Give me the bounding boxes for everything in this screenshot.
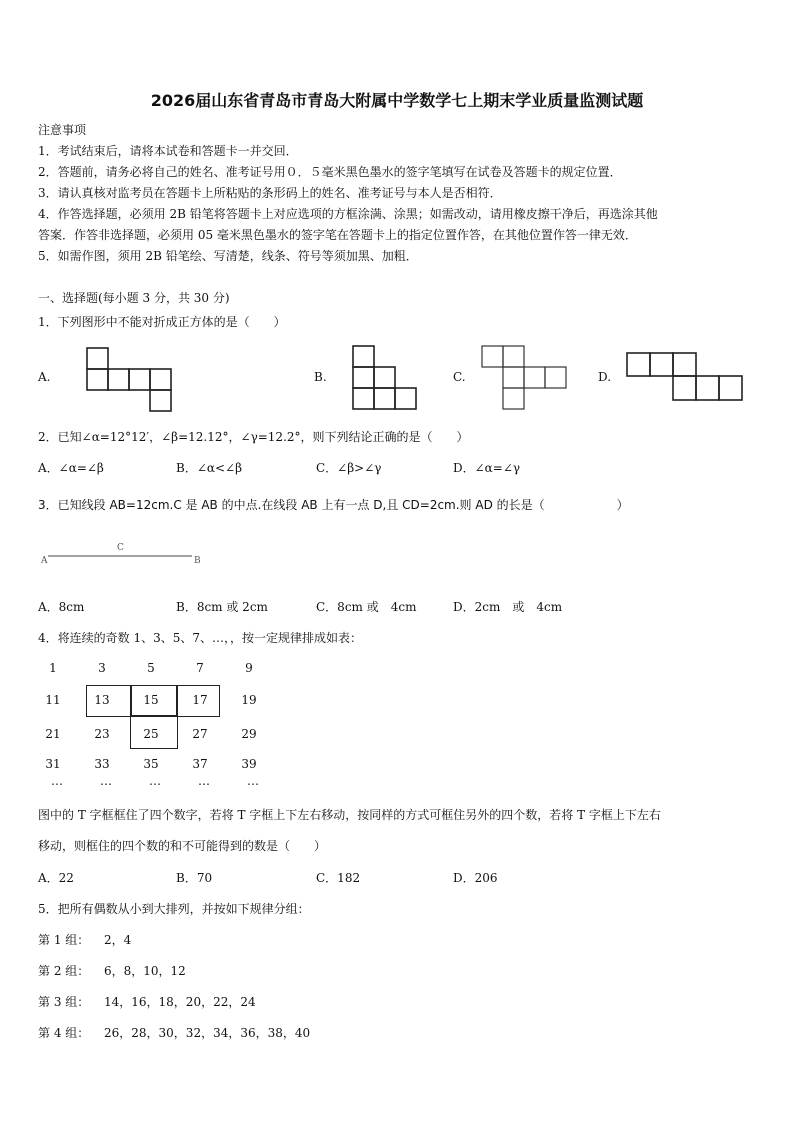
notice-item-3: 3．请认真核对监考员在答题卡上所粘贴的条形码上的姓名、准考证号与本人是否相符． bbox=[38, 186, 502, 200]
q3-stem: 3．已知线段 AB=12cm.C 是 AB 的中点.在线段 AB 上有一点 D,且 CD=2cm.则 AD 的长是（ ） bbox=[38, 498, 629, 512]
notice-item-5: 5．如需作图，须用 2B 铅笔绘、写清楚，线条、符号等须加黑、加粗． bbox=[38, 249, 418, 263]
table-cell: 17 bbox=[192, 693, 208, 707]
table-cell: 21 bbox=[45, 727, 61, 741]
q1-stem: 1．下列图形中不能对折成正方体的是（ ） bbox=[38, 315, 286, 329]
table-cell: 13 bbox=[94, 693, 110, 707]
q5-group-4-label: 第 4 组： bbox=[38, 1026, 90, 1040]
q5-group-1-values: 2，4 bbox=[104, 933, 132, 947]
page-title: 2026届山东省青岛市青岛大附属中学数学七上期末学业质量监测试题 bbox=[150, 91, 644, 110]
table-cell: 31 bbox=[45, 757, 61, 771]
table-cell: 9 bbox=[245, 661, 253, 675]
table-cell: 35 bbox=[143, 757, 159, 771]
q4-description-1: 图中的 T 字框框住了四个数字，若将 T 字框上下左右移动，按同样的方式可框住另外的四个数，若将 T 字框上下左右 bbox=[38, 808, 661, 822]
q3-option-d: D．2cm 或 4cm bbox=[453, 600, 563, 614]
q5-group-2-label: 第 2 组： bbox=[38, 964, 90, 978]
q3-point-c-label: C bbox=[117, 543, 124, 553]
table-cell: … bbox=[149, 774, 161, 788]
q4-description-2: 移动，则框住的四个数的和不可能得到的数是（ ） bbox=[38, 839, 327, 853]
table-cell: … bbox=[100, 774, 112, 788]
table-cell: 23 bbox=[94, 727, 110, 741]
table-cell: 5 bbox=[147, 661, 155, 675]
q5-group-1-label: 第 1 组： bbox=[38, 933, 90, 947]
q1-option-a-label: A. bbox=[38, 370, 51, 384]
q3-option-c: C．8cm 或 4cm bbox=[316, 600, 417, 614]
q3-point-b-label: B bbox=[194, 556, 201, 566]
table-cell: 25 bbox=[143, 727, 159, 741]
q2-option-b: B．∠α<∠β bbox=[176, 461, 243, 475]
table-cell: 7 bbox=[196, 661, 204, 675]
table-cell: 15 bbox=[143, 693, 159, 707]
table-cell: 37 bbox=[192, 757, 208, 771]
q2-option-c: C．∠β>∠γ bbox=[316, 461, 382, 475]
q2-option-d: D．∠α=∠γ bbox=[453, 461, 521, 475]
table-cell: 1 bbox=[49, 661, 57, 675]
table-cell: 19 bbox=[241, 693, 257, 707]
q4-option-c: C．182 bbox=[316, 871, 361, 885]
q5-group-2-values: 6，8，10，12 bbox=[104, 964, 186, 978]
q1-figure-b bbox=[352, 345, 418, 411]
q2-option-a: A．∠α=∠β bbox=[38, 461, 104, 475]
q3-option-b: B．8cm 或 2cm bbox=[176, 600, 268, 614]
notice-heading: 注意事项 bbox=[38, 123, 87, 137]
section-heading: 一、选择题(每小题 3 分，共 30 分) bbox=[38, 291, 230, 305]
notice-item-1: 1．考试结束后，请将本试卷和答题卡一并交回． bbox=[38, 144, 298, 158]
table-cell: … bbox=[198, 774, 210, 788]
q1-figure-a bbox=[86, 347, 176, 413]
table-cell: 27 bbox=[192, 727, 208, 741]
notice-item-4: 4．作答选择题，必须用 2B 铅笔将答题卡上对应选项的方框涂满、涂黑；如需改动，请用橡皮擦干净后，再选涂其他 bbox=[38, 207, 658, 221]
q1-option-c-label: C. bbox=[453, 370, 466, 384]
q3-point-a-label: A bbox=[41, 556, 48, 566]
q3-segment-diagram bbox=[40, 542, 210, 572]
q4-stem: 4．将连续的奇数 1、3、5、7、…，，按一定规律排成如表： bbox=[38, 631, 362, 645]
q4-option-a: A．22 bbox=[38, 871, 74, 885]
q5-stem: 5．把所有偶数从小到大排列，并按如下规律分组： bbox=[38, 902, 310, 916]
table-cell: … bbox=[51, 774, 63, 788]
notice-item-2: 2．答题前，请务必将自己的姓名、准考证号用０．５毫米黑色墨水的签字笔填写在试卷及答题卡的规定位置． bbox=[38, 165, 622, 179]
table-cell: 33 bbox=[94, 757, 110, 771]
q5-group-3-values: 14，16，18，20，22，24 bbox=[104, 995, 256, 1009]
table-cell: 3 bbox=[98, 661, 106, 675]
q3-option-a: A．8cm bbox=[38, 600, 85, 614]
q1-option-b-label: B. bbox=[314, 370, 327, 384]
table-cell: 11 bbox=[45, 693, 61, 707]
q4-option-d: D．206 bbox=[453, 871, 498, 885]
table-cell: 29 bbox=[241, 727, 257, 741]
q1-figure-d bbox=[626, 352, 746, 404]
table-cell: … bbox=[247, 774, 259, 788]
q1-option-d-label: D. bbox=[598, 370, 612, 384]
q1-figure-c bbox=[481, 345, 571, 411]
q5-group-4-values: 26，28，30，32，34，36，38，40 bbox=[104, 1026, 311, 1040]
q4-option-b: B．70 bbox=[176, 871, 213, 885]
q2-stem: 2．已知∠α=12°12′，∠β=12.12°，∠γ=12.2°，则下列结论正确的是（ ） bbox=[38, 430, 469, 444]
table-cell: 39 bbox=[241, 757, 257, 771]
q5-group-3-label: 第 3 组： bbox=[38, 995, 90, 1009]
notice-item-4-cont: 答案．作答非选择题，必须用 05 毫米黑色墨水的签字笔在答题卡上的指定位置作答，在其他位置作答一律无效． bbox=[38, 228, 637, 242]
